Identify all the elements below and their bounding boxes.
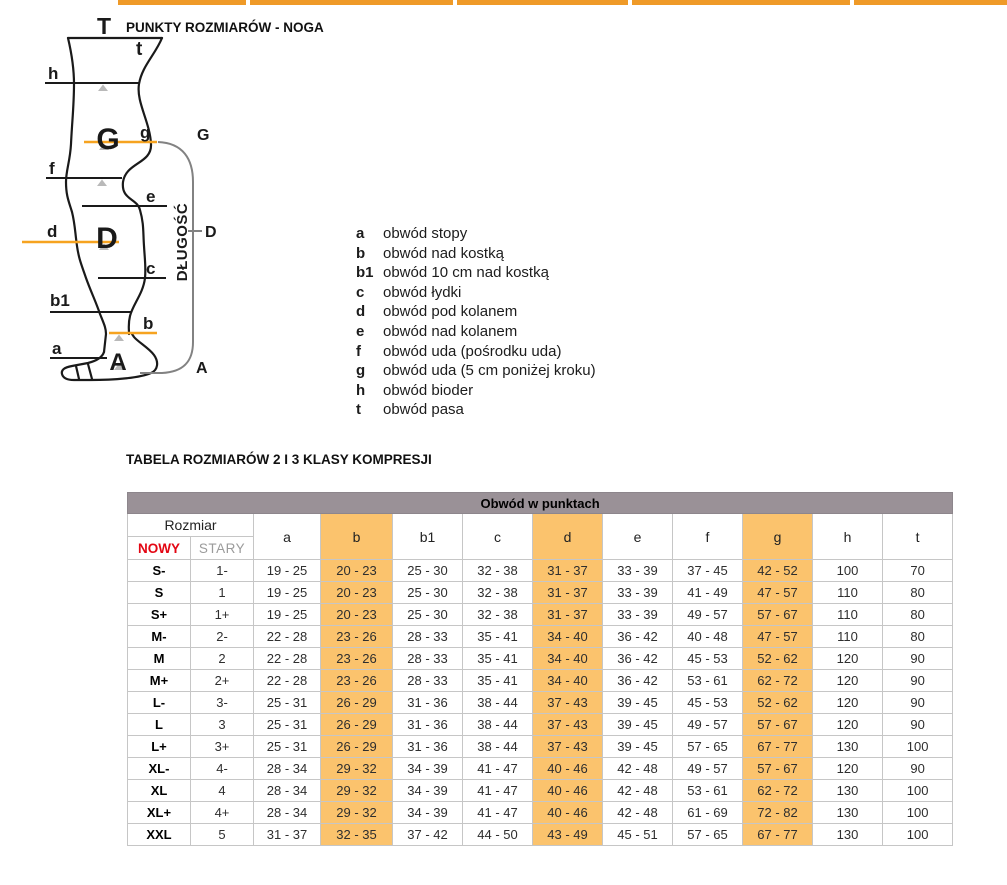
- value-f: 57 - 65: [673, 824, 743, 846]
- value-h: 130: [813, 824, 883, 846]
- section-title-table: TABELA ROZMIARÓW 2 I 3 KLASY KOMPRESJI: [126, 452, 432, 467]
- size-old: 2: [191, 648, 254, 670]
- value-g: 47 - 57: [743, 626, 813, 648]
- value-g: 67 - 77: [743, 736, 813, 758]
- table-row: [128, 560, 953, 582]
- size-old: 4+: [191, 802, 254, 824]
- value-b1: 34 - 39: [393, 758, 463, 780]
- point-label-t: t: [136, 39, 143, 60]
- value-t: 90: [883, 758, 953, 780]
- size-old: 2+: [191, 670, 254, 692]
- legend-text: obwód bioder: [383, 381, 474, 399]
- point-label-f: f: [49, 159, 55, 178]
- value-d: 31 - 37: [533, 560, 603, 582]
- size-old: 1-: [191, 560, 254, 582]
- value-g: 57 - 67: [743, 714, 813, 736]
- size-new: L+: [128, 736, 191, 758]
- value-h: 130: [813, 802, 883, 824]
- value-f: 45 - 53: [673, 692, 743, 714]
- value-b1: 25 - 30: [393, 582, 463, 604]
- value-e: 33 - 39: [603, 560, 673, 582]
- value-b1: 25 - 30: [393, 604, 463, 626]
- value-a: 28 - 34: [254, 802, 321, 824]
- value-a: 25 - 31: [254, 736, 321, 758]
- value-b: 32 - 35: [321, 824, 393, 846]
- size-old: 2-: [191, 626, 254, 648]
- value-e: 33 - 39: [603, 604, 673, 626]
- value-c: 32 - 38: [463, 560, 533, 582]
- value-b1: 34 - 39: [393, 802, 463, 824]
- value-b: 23 - 26: [321, 670, 393, 692]
- col-header-f: f: [673, 514, 743, 560]
- value-d: 34 - 40: [533, 648, 603, 670]
- marker-triangle: [98, 85, 108, 92]
- value-g: 42 - 52: [743, 560, 813, 582]
- value-d: 40 - 46: [533, 758, 603, 780]
- value-b1: 25 - 30: [393, 560, 463, 582]
- point-label-b1: b1: [50, 291, 70, 310]
- legend-key: a: [356, 225, 365, 242]
- table-row: [128, 626, 953, 648]
- bracket-label-G: G: [197, 127, 210, 144]
- value-h: 100: [813, 560, 883, 582]
- value-g: 62 - 72: [743, 780, 813, 802]
- value-t: 80: [883, 604, 953, 626]
- value-b: 23 - 26: [321, 626, 393, 648]
- legend-item-e: [356, 322, 596, 342]
- value-b: 29 - 32: [321, 758, 393, 780]
- legend-key: f: [356, 342, 361, 360]
- value-f: 49 - 57: [673, 714, 743, 736]
- legend-item-c: [356, 283, 596, 303]
- value-c: 44 - 50: [463, 824, 533, 846]
- point-label-D-big: D: [96, 222, 118, 255]
- table-row: [128, 780, 953, 802]
- legend-text: obwód stopy: [383, 225, 468, 242]
- legend-list: [356, 224, 596, 420]
- col-header-g: g: [743, 514, 813, 560]
- legend-text: obwód łydki: [383, 283, 462, 301]
- size-new: S: [128, 582, 191, 604]
- size-old: 3+: [191, 736, 254, 758]
- legend-text: obwód pod kolanem: [383, 303, 518, 321]
- size-old: 4-: [191, 758, 254, 780]
- value-g: 52 - 62: [743, 648, 813, 670]
- value-d: 40 - 46: [533, 802, 603, 824]
- value-e: 42 - 48: [603, 802, 673, 824]
- topbar-menu-segment[interactable]: [632, 0, 850, 5]
- value-b: 26 - 29: [321, 714, 393, 736]
- section-title-points: PUNKTY ROZMIARÓW - NOGA: [126, 20, 324, 35]
- point-label-A-big: A: [109, 349, 127, 376]
- value-a: 25 - 31: [254, 692, 321, 714]
- value-f: 57 - 65: [673, 736, 743, 758]
- legend-key: b: [356, 244, 366, 262]
- value-f: 37 - 45: [673, 560, 743, 582]
- size-old: 3: [191, 714, 254, 736]
- value-d: 43 - 49: [533, 824, 603, 846]
- topbar-menu-segment[interactable]: [854, 0, 1007, 5]
- point-label-h: h: [48, 64, 59, 83]
- point-label-b: b: [143, 314, 154, 333]
- point-label-e: e: [146, 187, 156, 206]
- value-a: 31 - 37: [254, 824, 321, 846]
- value-g: 57 - 67: [743, 604, 813, 626]
- value-b1: 28 - 33: [393, 648, 463, 670]
- value-d: 37 - 43: [533, 714, 603, 736]
- value-f: 49 - 57: [673, 604, 743, 626]
- value-b: 20 - 23: [321, 582, 393, 604]
- legend-item-a: [356, 224, 596, 244]
- value-g: 67 - 77: [743, 824, 813, 846]
- toe-band-lines: [76, 364, 92, 379]
- value-h: 130: [813, 780, 883, 802]
- size-old: 1: [191, 582, 254, 604]
- size-new: M-: [128, 626, 191, 648]
- value-b: 20 - 23: [321, 604, 393, 626]
- bracket-label-A: A: [196, 360, 208, 377]
- value-h: 120: [813, 714, 883, 736]
- value-b1: 34 - 39: [393, 780, 463, 802]
- value-h: 110: [813, 582, 883, 604]
- table-row: [128, 692, 953, 714]
- value-f: 45 - 53: [673, 648, 743, 670]
- value-b: 26 - 29: [321, 736, 393, 758]
- col-header-c: c: [463, 514, 533, 560]
- legend-item-t: [356, 400, 596, 420]
- size-new: L: [128, 714, 191, 736]
- value-t: 90: [883, 714, 953, 736]
- value-b1: 31 - 36: [393, 714, 463, 736]
- value-c: 41 - 47: [463, 758, 533, 780]
- length-axis-label: DŁUGOŚĆ: [174, 202, 191, 282]
- value-b: 20 - 23: [321, 560, 393, 582]
- value-h: 130: [813, 736, 883, 758]
- value-b1: 37 - 42: [393, 824, 463, 846]
- value-e: 39 - 45: [603, 692, 673, 714]
- value-e: 33 - 39: [603, 582, 673, 604]
- size-table: [127, 492, 953, 846]
- value-c: 35 - 41: [463, 626, 533, 648]
- value-b1: 31 - 36: [393, 692, 463, 714]
- col-header-b1: b1: [393, 514, 463, 560]
- value-t: 80: [883, 582, 953, 604]
- value-t: 90: [883, 648, 953, 670]
- value-a: 22 - 28: [254, 648, 321, 670]
- value-t: 100: [883, 802, 953, 824]
- legend-text: obwód nad kolanem: [383, 322, 518, 340]
- value-e: 42 - 48: [603, 758, 673, 780]
- legend-key: e: [356, 322, 365, 340]
- table-row: [128, 802, 953, 824]
- col-header-nowy: NOWY: [128, 537, 191, 560]
- legend-key: b1: [356, 264, 374, 282]
- size-new: S+: [128, 604, 191, 626]
- value-b: 29 - 32: [321, 802, 393, 824]
- bracket-label-D: D: [205, 224, 217, 241]
- value-e: 36 - 42: [603, 626, 673, 648]
- value-h: 120: [813, 648, 883, 670]
- value-a: 22 - 28: [254, 626, 321, 648]
- value-h: 110: [813, 604, 883, 626]
- table-row: [128, 670, 953, 692]
- value-c: 32 - 38: [463, 604, 533, 626]
- col-header-t: t: [883, 514, 953, 560]
- point-label-c: c: [146, 259, 156, 278]
- value-a: 22 - 28: [254, 670, 321, 692]
- legend-item-g: [356, 361, 596, 381]
- size-new: XXL: [128, 824, 191, 846]
- size-new: L-: [128, 692, 191, 714]
- value-c: 38 - 44: [463, 736, 533, 758]
- value-t: 90: [883, 692, 953, 714]
- value-b: 26 - 29: [321, 692, 393, 714]
- value-f: 49 - 57: [673, 758, 743, 780]
- point-label-a: a: [52, 339, 62, 358]
- value-t: 100: [883, 780, 953, 802]
- legend-item-h: [356, 381, 596, 401]
- value-d: 37 - 43: [533, 692, 603, 714]
- value-h: 120: [813, 758, 883, 780]
- size-new: S-: [128, 560, 191, 582]
- col-header-h: h: [813, 514, 883, 560]
- size-old: 1+: [191, 604, 254, 626]
- value-e: 39 - 45: [603, 714, 673, 736]
- col-header-d: d: [533, 514, 603, 560]
- legend-text: obwód uda (pośrodku uda): [383, 342, 562, 360]
- value-e: 45 - 51: [603, 824, 673, 846]
- value-t: 90: [883, 670, 953, 692]
- point-label-g: g: [140, 123, 151, 142]
- legend-item-f: [356, 342, 596, 362]
- value-e: 36 - 42: [603, 670, 673, 692]
- size-old: 4: [191, 780, 254, 802]
- value-g: 47 - 57: [743, 582, 813, 604]
- value-t: 80: [883, 626, 953, 648]
- value-a: 19 - 25: [254, 560, 321, 582]
- marker-triangle: [97, 180, 107, 187]
- value-d: 40 - 46: [533, 780, 603, 802]
- value-e: 39 - 45: [603, 736, 673, 758]
- table-title: Obwód w punktach: [128, 493, 953, 514]
- value-b1: 28 - 33: [393, 626, 463, 648]
- value-f: 41 - 49: [673, 582, 743, 604]
- value-d: 31 - 37: [533, 582, 603, 604]
- size-new: XL-: [128, 758, 191, 780]
- col-header-stary: STARY: [191, 537, 254, 560]
- size-new: XL+: [128, 802, 191, 824]
- col-header-e: e: [603, 514, 673, 560]
- size-new: XL: [128, 780, 191, 802]
- value-b1: 31 - 36: [393, 736, 463, 758]
- point-label-d: d: [47, 222, 58, 241]
- value-c: 38 - 44: [463, 714, 533, 736]
- size-new: M+: [128, 670, 191, 692]
- value-g: 52 - 62: [743, 692, 813, 714]
- value-d: 34 - 40: [533, 670, 603, 692]
- legend-key: d: [356, 303, 366, 321]
- table-row: [128, 604, 953, 626]
- value-t: 70: [883, 560, 953, 582]
- value-a: 19 - 25: [254, 582, 321, 604]
- value-f: 61 - 69: [673, 802, 743, 824]
- value-d: 37 - 43: [533, 736, 603, 758]
- table-row: [128, 758, 953, 780]
- col-header-a: a: [254, 514, 321, 560]
- point-label-G-big: G: [96, 123, 120, 156]
- value-f: 53 - 61: [673, 780, 743, 802]
- value-f: 40 - 48: [673, 626, 743, 648]
- value-d: 34 - 40: [533, 626, 603, 648]
- table-row: [128, 736, 953, 758]
- size-old: 3-: [191, 692, 254, 714]
- value-e: 42 - 48: [603, 780, 673, 802]
- legend-key: h: [356, 381, 366, 399]
- value-c: 41 - 47: [463, 802, 533, 824]
- value-a: 28 - 34: [254, 780, 321, 802]
- value-c: 38 - 44: [463, 692, 533, 714]
- value-b1: 28 - 33: [393, 670, 463, 692]
- value-c: 35 - 41: [463, 648, 533, 670]
- leg-left-outline: [66, 38, 106, 352]
- value-a: 28 - 34: [254, 758, 321, 780]
- marker-triangle: [114, 335, 124, 342]
- value-c: 32 - 38: [463, 582, 533, 604]
- point-label-T: T: [96, 13, 112, 39]
- value-d: 31 - 37: [533, 604, 603, 626]
- value-t: 100: [883, 736, 953, 758]
- value-a: 25 - 31: [254, 714, 321, 736]
- legend-text: obwód 10 cm nad kostką: [383, 264, 549, 282]
- value-c: 35 - 41: [463, 670, 533, 692]
- value-t: 100: [883, 824, 953, 846]
- value-c: 41 - 47: [463, 780, 533, 802]
- value-h: 120: [813, 670, 883, 692]
- table-row: [128, 648, 953, 670]
- value-g: 72 - 82: [743, 802, 813, 824]
- legend-text: obwód pasa: [383, 401, 464, 419]
- col-header-b: b: [321, 514, 393, 560]
- legend-text: obwód uda (5 cm poniżej kroku): [383, 362, 596, 380]
- value-b: 23 - 26: [321, 648, 393, 670]
- value-f: 53 - 61: [673, 670, 743, 692]
- value-h: 110: [813, 626, 883, 648]
- table-row: [128, 714, 953, 736]
- table-row: [128, 582, 953, 604]
- value-h: 120: [813, 692, 883, 714]
- size-new: M: [128, 648, 191, 670]
- value-b: 29 - 32: [321, 780, 393, 802]
- value-e: 36 - 42: [603, 648, 673, 670]
- value-g: 57 - 67: [743, 758, 813, 780]
- table-row: [128, 824, 953, 846]
- value-g: 62 - 72: [743, 670, 813, 692]
- size-old: 5: [191, 824, 254, 846]
- value-a: 19 - 25: [254, 604, 321, 626]
- col-header-rozmiar: Rozmiar: [128, 514, 254, 537]
- legend-key: g: [356, 362, 366, 380]
- legend-text: obwód nad kostką: [383, 244, 504, 262]
- legend-key: t: [356, 401, 361, 419]
- legend-item-b: [356, 244, 596, 264]
- legend-key: c: [356, 283, 365, 301]
- legend-item-d: [356, 302, 596, 322]
- legend-item-b1: [356, 263, 596, 283]
